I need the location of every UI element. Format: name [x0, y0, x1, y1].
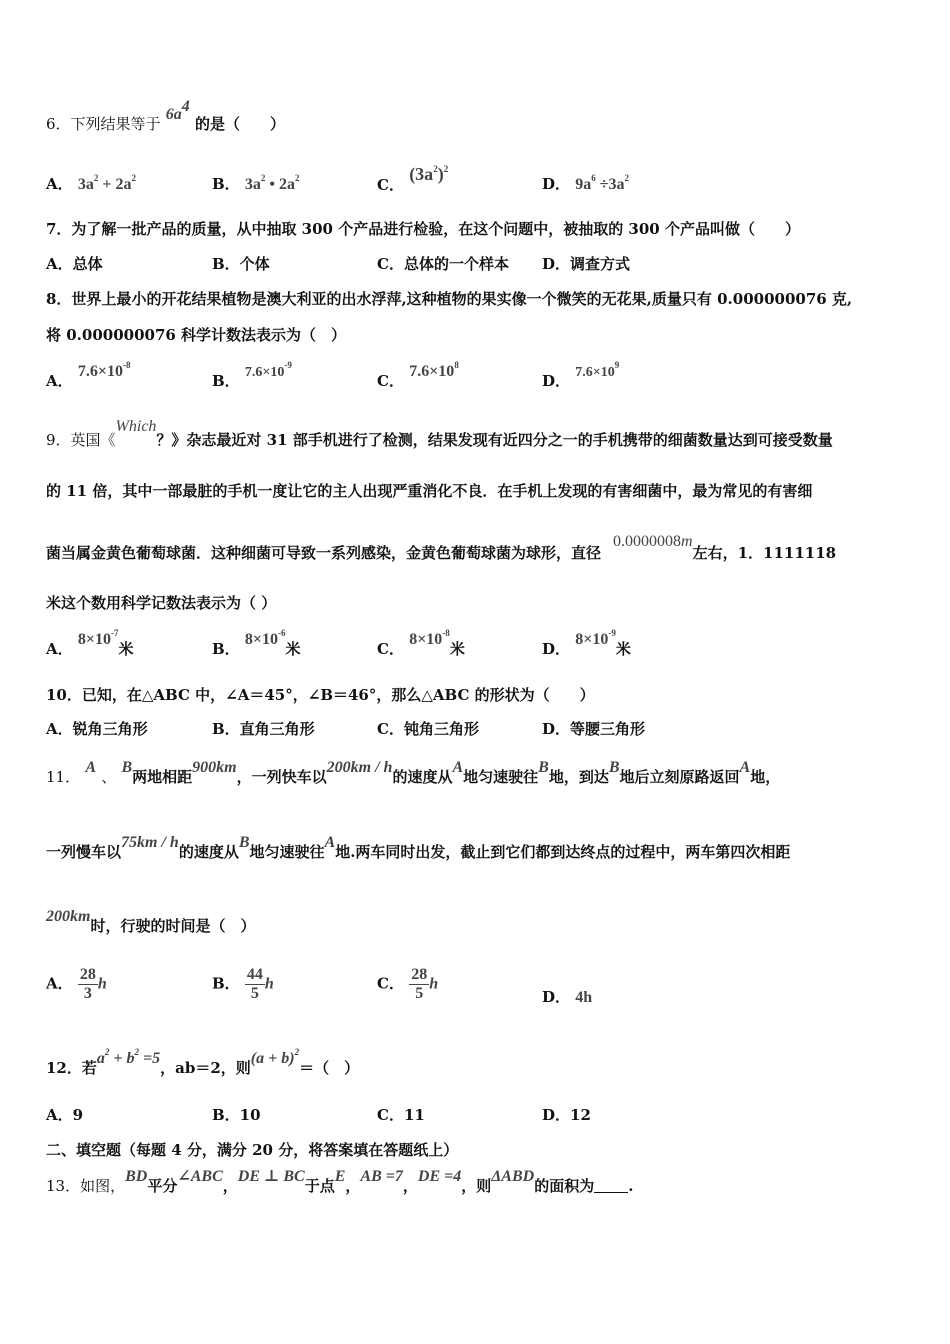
- term: • 2a: [265, 176, 296, 193]
- de-length: DE =4: [417, 1168, 462, 1185]
- exp: -6: [278, 628, 286, 638]
- q11-option-c[interactable]: [377, 966, 438, 1003]
- q10-option-b[interactable]: B．直角三角形: [212, 720, 315, 738]
- point-a: A: [739, 759, 751, 776]
- text: 的面积为: [534, 1177, 595, 1195]
- q8-option-b[interactable]: [212, 360, 292, 393]
- ab-length: AB =7: [360, 1168, 403, 1185]
- q13-number: 13．如图，: [46, 1177, 126, 1195]
- question-13: [46, 1168, 916, 1197]
- denominator: 5: [415, 985, 424, 1002]
- exp: 8: [454, 360, 459, 370]
- term: 8×10: [575, 631, 609, 648]
- q8-option-a[interactable]: [46, 360, 131, 392]
- exp: -8: [442, 628, 450, 638]
- option-key: D．: [542, 640, 571, 658]
- q11-option-a[interactable]: [46, 966, 107, 1003]
- exp: 2: [131, 173, 136, 183]
- term: 3a: [77, 176, 94, 193]
- option-key: B．: [212, 175, 240, 193]
- term: 7.6×10: [77, 363, 123, 380]
- text: 于点: [304, 1177, 335, 1195]
- term: ÷3a: [595, 176, 625, 193]
- period: .: [628, 1177, 634, 1195]
- option-key: A．: [46, 175, 73, 193]
- term: 7.6×10: [244, 365, 285, 380]
- comma: ，: [345, 1177, 361, 1195]
- segment-bd: BD: [125, 1168, 148, 1185]
- numerator: 28: [411, 966, 428, 983]
- exp: 2: [433, 164, 438, 174]
- q9-option-a[interactable]: [46, 628, 134, 660]
- numerator: 44: [246, 966, 263, 983]
- term: =5: [139, 1050, 161, 1067]
- question-9-line-4: 米这个数用科学记数法表示为（ ）: [46, 594, 277, 612]
- unit: m: [681, 533, 693, 550]
- option-key: D．: [542, 988, 571, 1006]
- unit: h: [429, 975, 439, 993]
- number: 0.0000008: [613, 533, 682, 550]
- q8-c-expr: [409, 360, 459, 380]
- text: 地匀速驶往: [463, 768, 539, 786]
- unit: 米: [449, 640, 465, 658]
- fraction: [78, 966, 98, 1003]
- q8-option-d[interactable]: [542, 360, 620, 393]
- q12-option-b[interactable]: B．10: [212, 1106, 261, 1124]
- option-key: B．: [212, 372, 240, 390]
- triangle-abd: ΔABD: [491, 1168, 535, 1185]
- text: 时，行驶的时间是（ ）: [90, 917, 256, 935]
- text: 的速度从: [392, 768, 453, 786]
- point-e: E: [334, 1168, 346, 1185]
- option-key: C．: [377, 372, 404, 390]
- question-11-line-1: [46, 759, 916, 788]
- q9-b-expr: [244, 628, 286, 648]
- fast-speed: 200km / h: [326, 759, 393, 776]
- exp: 2: [295, 173, 300, 183]
- diameter-value: [613, 533, 693, 550]
- question-10: 10．已知，在△ABC 中，∠A＝45°，∠B＝46°，那么△ABC 的形状为（ ）: [46, 686, 595, 704]
- fraction: [409, 966, 429, 1003]
- point-b: B: [538, 759, 549, 776]
- unit: h: [264, 975, 274, 993]
- unit: 米: [118, 640, 134, 658]
- magazine-name: Which: [115, 418, 157, 435]
- slow-speed: 75km / h: [121, 834, 179, 851]
- text: 平分: [147, 1177, 178, 1195]
- unit: h: [97, 975, 107, 993]
- q9-a-expr: [77, 628, 119, 648]
- question-6: [46, 98, 916, 135]
- angle-abc: ∠ABC: [177, 1168, 223, 1185]
- q6-b-expr: [244, 173, 300, 193]
- question-8-line-2: 将 0.000000076 科学计数法表示为（ ）: [46, 326, 347, 344]
- q6-stem-start: 6．下列结果等于: [46, 115, 161, 133]
- fraction: [245, 966, 265, 1003]
- q9-stem-start: 9．英国《: [46, 431, 116, 449]
- term: 8×10: [77, 631, 111, 648]
- q7-option-d[interactable]: D．调查方式: [542, 255, 631, 273]
- q9-option-c[interactable]: [377, 628, 465, 660]
- q8-option-c[interactable]: [377, 360, 459, 392]
- question-7: 7．为了解一批产品的质量，从中抽取 300 个产品进行检验，在这个问题中，被抽取的 300 个产品叫做（ ）: [46, 220, 800, 238]
- exp: 2: [260, 173, 266, 183]
- q9-option-d[interactable]: [542, 628, 631, 660]
- text: 地后立刻原路返回: [619, 768, 740, 786]
- point-b: B: [608, 759, 620, 776]
- term: + 2a: [98, 176, 132, 193]
- exp: 2: [134, 1047, 139, 1057]
- section-2-heading: 二、填空题（每题 4 分，满分 20 分，将答案填在答题纸上）: [46, 1141, 459, 1159]
- q8-a-expr: [77, 360, 131, 380]
- separator: 、: [101, 768, 117, 786]
- q12-option-d[interactable]: D．12: [542, 1106, 591, 1124]
- q12-option-c[interactable]: C．11: [377, 1106, 425, 1124]
- text: 地.两车同时出发，截止到它们都到达终点的过程中，两车第四次相距: [335, 843, 791, 861]
- option-key: B．: [212, 974, 240, 993]
- answer-blank[interactable]: [594, 1178, 628, 1193]
- q6-d-expr: [575, 173, 630, 193]
- text: 地匀速驶往: [249, 843, 325, 861]
- exp: -9: [608, 628, 616, 638]
- q6-expr: 6a: [165, 106, 182, 123]
- q9-d-expr: [575, 628, 616, 648]
- exp: 2: [443, 164, 449, 174]
- q6-stem-end: 的是（ ）: [195, 115, 286, 133]
- term: 8×10: [409, 631, 443, 648]
- q6-option-c[interactable]: [377, 164, 449, 195]
- text: 一列慢车以: [46, 843, 122, 861]
- q11-option-b[interactable]: [212, 966, 274, 1003]
- q8-b-expr: [244, 360, 292, 380]
- question-9-line-3: [46, 533, 916, 564]
- point-b: B: [238, 834, 250, 851]
- q7-option-b[interactable]: B．个体: [212, 255, 270, 273]
- option-key: C．: [377, 974, 404, 993]
- question-9-line-2: 的 11 倍，其中一部最脏的手机一度让它的主人出现严重消化不良．在手机上发现的有害细菌中，最为常见的有害细: [46, 482, 813, 500]
- q8-d-expr: [575, 360, 620, 380]
- q10-option-c[interactable]: C．钝角三角形: [377, 720, 479, 738]
- exp: 2: [624, 173, 630, 183]
- text: 地，: [750, 768, 781, 786]
- point-a: A: [452, 759, 464, 776]
- q9-c-expr: [409, 628, 450, 648]
- unit: 米: [615, 640, 631, 658]
- exp: -7: [111, 628, 119, 638]
- comma: ，: [222, 1177, 238, 1195]
- exp: 9: [614, 360, 620, 370]
- q11-option-d[interactable]: [542, 987, 592, 1008]
- q9-option-b[interactable]: [212, 628, 301, 660]
- option-key: B．: [212, 640, 240, 658]
- option-key: A．: [46, 974, 73, 993]
- denominator: 3: [83, 985, 92, 1002]
- q9-line3-start: 菌当属金黄色葡萄球菌．这种细菌可导致一系列感染，金黄色葡萄球菌为球形，直径: [46, 544, 602, 562]
- q6-c-expr: [409, 164, 448, 184]
- q12-number: 12．若: [46, 1059, 97, 1077]
- term: a: [96, 1050, 105, 1067]
- option-key: A．: [46, 640, 73, 658]
- perpendicular: DE ⊥ BC: [237, 1168, 305, 1185]
- q9-stem-rest: ？》杂志最近对 31 部手机进行了检测，结果发现有近四分之一的手机携带的细菌数量达到可接受数量: [156, 431, 833, 449]
- text: ＝（ ）: [299, 1059, 360, 1077]
- q6-option-d[interactable]: [542, 174, 629, 195]
- term: (3a: [409, 164, 434, 184]
- point-a: A: [85, 759, 96, 776]
- question-12: [46, 1047, 916, 1079]
- q6-option-a[interactable]: [46, 174, 136, 195]
- question-11-line-3: [46, 908, 916, 937]
- option-key: D．: [542, 372, 571, 390]
- text: 的速度从: [178, 843, 239, 861]
- q12-option-a[interactable]: A．9: [46, 1106, 84, 1124]
- term: ): [437, 164, 444, 184]
- point-a: A: [324, 834, 336, 851]
- q10-option-d[interactable]: D．等腰三角形: [542, 720, 646, 738]
- term: 7.6×10: [575, 365, 615, 380]
- q6-exp: 4: [181, 98, 190, 115]
- exp: -8: [123, 360, 131, 370]
- text: ，一列快车以: [236, 768, 327, 786]
- denominator: 5: [250, 985, 259, 1002]
- term: (a + b): [250, 1050, 295, 1067]
- text: ，ab＝2，则: [160, 1059, 251, 1077]
- q12-target: [250, 1047, 300, 1067]
- option-key: D．: [542, 175, 571, 193]
- exp: 2: [294, 1047, 300, 1057]
- q6-a-expr: [77, 173, 136, 193]
- q7-option-c[interactable]: C．总体的一个样本: [377, 255, 509, 273]
- term: 7.6×10: [409, 363, 455, 380]
- term: 9a: [575, 176, 592, 193]
- option-key: C．: [377, 176, 404, 194]
- term: + b: [109, 1050, 135, 1067]
- question-8-line-1: 8．世界上最小的开花结果植物是澳大利亚的出水浮萍,这种植物的果实像一个微笑的无花果,质量只有 0.000000076 克,: [46, 290, 853, 308]
- q9-line3-end: 左右，1．1111118: [692, 544, 837, 562]
- point-b: B: [121, 759, 133, 776]
- distance-200: 200km: [46, 908, 91, 925]
- q10-option-a[interactable]: A．锐角三角形: [46, 720, 148, 738]
- numerator: 28: [79, 966, 96, 983]
- unit: 米: [285, 640, 301, 658]
- comma: ，: [402, 1177, 418, 1195]
- term: 8×10: [244, 631, 279, 648]
- exp: 2: [104, 1047, 110, 1057]
- value: 4h: [575, 989, 593, 1006]
- term: 3a: [244, 176, 261, 193]
- exp: -9: [284, 360, 292, 370]
- exp: 2: [93, 173, 99, 183]
- q12-condition: [96, 1047, 161, 1067]
- text: 地，到达: [548, 768, 609, 786]
- q11-number: 11．: [46, 768, 81, 786]
- option-key: A．: [46, 372, 73, 390]
- q7-option-a[interactable]: A．总体: [46, 255, 103, 273]
- exp: 6: [591, 173, 596, 183]
- q6-option-b[interactable]: [212, 174, 300, 195]
- question-11-line-2: [46, 834, 916, 863]
- text: 两地相距: [132, 768, 193, 786]
- option-key: C．: [377, 640, 404, 658]
- text: ，则: [461, 1177, 492, 1195]
- distance: 900km: [192, 759, 237, 776]
- question-9-line-1: [46, 418, 916, 451]
